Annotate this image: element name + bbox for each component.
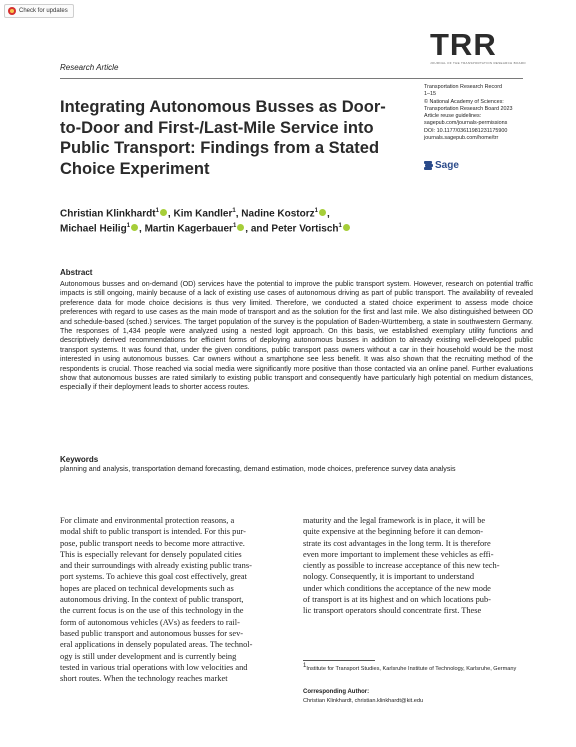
copyright-line: © National Academy of Sciences: bbox=[424, 98, 504, 105]
title-line: Choice Experiment bbox=[60, 159, 210, 178]
copyright-line: Transportation Research Board 2023 bbox=[424, 105, 513, 112]
affiliation-marker: 1 bbox=[314, 208, 318, 214]
body-line: hopes are placed on technical developments such as bbox=[60, 583, 234, 593]
body-line: tested in various trial operations with low velocities and bbox=[60, 662, 248, 672]
author-separator: , bbox=[235, 208, 242, 220]
body-line: autonomous driving. In the context of public transport, bbox=[60, 595, 244, 605]
body-line: the current focus is on the use of this technology in the bbox=[60, 606, 244, 616]
paper-title bbox=[60, 97, 390, 179]
permissions-link[interactable]: sagepub.com/journals-permissions bbox=[424, 120, 508, 127]
affiliation-note bbox=[303, 663, 533, 673]
author-name[interactable]: Peter Vortisch bbox=[271, 223, 339, 235]
author-name[interactable]: Martin Kagerbauer bbox=[144, 223, 233, 235]
author-separator: , and bbox=[245, 223, 272, 235]
body-line: maturity and the legal framework is in place, it will be bbox=[303, 516, 486, 525]
affiliation-text: Institute for Transport Studies, Karlsruhe Institute of Technology, Karlsruhe, Germany bbox=[306, 665, 517, 672]
body-line: under which conditions the acceptance of the new mode bbox=[303, 583, 491, 593]
affiliation-marker: 1 bbox=[232, 223, 237, 229]
body-line: This is especially relevant for densely populated cities bbox=[60, 549, 242, 559]
author-name[interactable]: Michael Heilig bbox=[60, 223, 127, 235]
affiliation-marker: 1 bbox=[155, 208, 159, 214]
body-line: short routes. When the technology reaches market bbox=[60, 674, 228, 684]
crossmark-icon bbox=[8, 7, 16, 15]
title-line: Public Transport: Findings from a Stated bbox=[60, 139, 380, 157]
header-divider bbox=[60, 78, 523, 79]
keywords-heading: Keywords bbox=[60, 455, 99, 464]
body-line: eral applications in densely populated areas. The technol- bbox=[60, 640, 253, 650]
body-line: port systems. To achieve this goal cost effectively, great bbox=[60, 572, 247, 582]
journal-logo-text: TRR bbox=[430, 27, 497, 62]
author-separator: , bbox=[139, 223, 145, 235]
footnote-divider bbox=[303, 660, 375, 661]
author-name[interactable]: Kim Kandler bbox=[173, 208, 233, 220]
author-separator: , bbox=[167, 208, 174, 220]
page-range: 1–15 bbox=[424, 91, 436, 98]
body-column-left bbox=[60, 515, 290, 684]
affiliation-marker: 1 bbox=[338, 223, 342, 229]
title-line: to-Door and First-/Last-Mile Service into bbox=[60, 118, 374, 137]
orcid-icon[interactable] bbox=[237, 224, 244, 231]
orcid-icon[interactable] bbox=[319, 209, 326, 216]
corresponding-author-heading: Corresponding Author: bbox=[303, 689, 370, 695]
body-line: ciently as possible to increase acceptance of this new tech- bbox=[303, 561, 500, 571]
orcid-icon[interactable] bbox=[160, 209, 167, 216]
journal-info bbox=[424, 84, 534, 142]
check-for-updates-label: Check for updates bbox=[19, 8, 68, 14]
body-line: of transport is at its highest and on which locations pub- bbox=[303, 595, 491, 605]
affiliation-marker: 1 bbox=[232, 208, 236, 214]
author-line-2 bbox=[60, 223, 351, 234]
title-line: Integrating Autonomous Busses as Door- bbox=[60, 98, 386, 116]
sage-logo-icon bbox=[424, 161, 432, 170]
body-line: For climate and environmental protection reasons, a bbox=[60, 516, 235, 525]
body-line: form of autonomous vehicles (AVs) as feeders to rail- bbox=[60, 617, 240, 627]
affiliation-marker: 1 bbox=[126, 223, 131, 229]
corresponding-author-contact[interactable]: Christian Klinkhardt, christian.klinkhardt@kit.edu bbox=[303, 698, 424, 704]
publisher-logo bbox=[424, 160, 459, 171]
journal-logo-tagline: JOURNAL OF THE TRANSPORTATION RESEARCH BOARD bbox=[430, 61, 526, 65]
publisher-name: Sage bbox=[435, 160, 459, 171]
body-line: modal shift to public transport is intended. For this pur- bbox=[60, 527, 246, 537]
body-column-right bbox=[303, 515, 533, 617]
journal-logo bbox=[430, 27, 526, 65]
doi-link[interactable]: DOI: 10.1177/03611981231175900 bbox=[424, 127, 508, 134]
reuse-guidelines-label: Article reuse guidelines: bbox=[424, 113, 482, 120]
affiliation-marker: 1 bbox=[303, 663, 307, 669]
body-line: based public transport and autonomous busses for sev- bbox=[60, 628, 244, 638]
orcid-icon[interactable] bbox=[343, 224, 350, 231]
author-line-1 bbox=[60, 208, 330, 219]
body-line: lic transport operators should concentrate first. These bbox=[303, 606, 482, 616]
body-line: pose, public transport needs to become more attractive. bbox=[60, 538, 245, 548]
author-separator: , bbox=[326, 208, 330, 220]
abstract-heading: Abstract bbox=[60, 268, 93, 277]
body-line: even more important to implement these vehicles as effi- bbox=[303, 549, 494, 559]
body-line: and their surroundings with already existing public trans- bbox=[60, 561, 252, 571]
journal-homepage-link[interactable]: journals.sagepub.com/home/trr bbox=[424, 135, 499, 142]
check-for-updates-badge[interactable] bbox=[4, 4, 74, 18]
author-name[interactable]: Nadine Kostorz bbox=[241, 208, 315, 220]
author-name[interactable]: Christian Klinkhardt bbox=[60, 208, 156, 220]
abstract-text: Autonomous busses and on-demand (OD) services have the potential to improve the public transport system. However, research on potential traffic impacts is still ongoing, mainly because of a lack of existing use cases of autonomous driving as part of public transport. The availability of revealed preference data for mode choice decisions is thus very limited. Therefore, we conducted a stated choice experiment to assess mode choice preferences with regard to use cases as the main mode of transport and as the solution for the first and last mile. We also distinguished between OD and schedule-based (sched.) services. The target population of the survey is the population of Baden-Württemberg, a state in southwestern Germany. The responses of 1,434 people were analyzed using a nested logit approach. On this basis, we established exemplary utility functions and descriptively derived recommendations for efficient forms of deploying autonomous busses in addition to already existing well-developed public transport systems. It was found that, under the given conditions, public transport pass owners without a car in their household would be the most interested in using autonomous busses. Car owners without a smartphone see less benefit. It was also shown that the recruiting method of the respondents is crucial. Those reached via social media were significantly more positive than those contacted via an online panel. Further evaluations show that autonomous busses are rated similarly to existing public transport and consequently have particularly high potential on medium distances, especially if their deployment leads to shorter access routes. bbox=[60, 280, 533, 392]
article-type: Research Article bbox=[60, 63, 119, 72]
body-line: strate its cost advantages in the long term. It is therefore bbox=[303, 538, 491, 548]
keywords-text: planning and analysis, transportation demand forecasting, demand estimation, mode choices, preference survey data analysis bbox=[60, 465, 456, 473]
body-line: nology. Consequently, it is important to understand bbox=[303, 572, 475, 582]
orcid-icon[interactable] bbox=[131, 224, 138, 231]
body-line: ogy is still under development and is currently being bbox=[60, 651, 237, 661]
body-line: quite expensive at the beginning before it can demon- bbox=[303, 527, 484, 537]
journal-name: Transportation Research Record bbox=[424, 84, 503, 90]
